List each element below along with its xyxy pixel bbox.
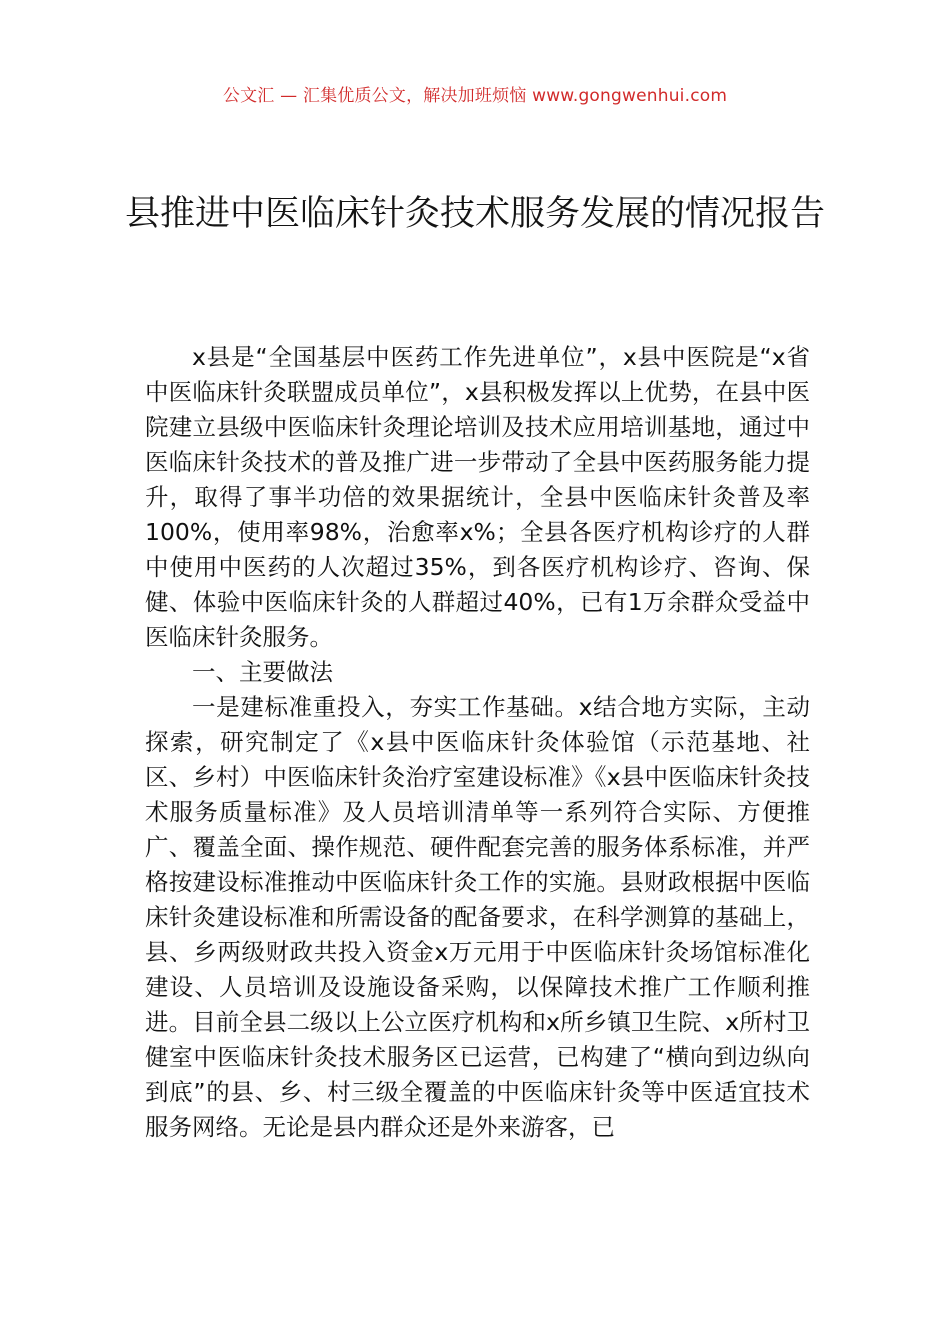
site-banner[interactable]: 公文汇 — 汇集优质公文，解决加班烦恼 www.gongwenhui.com [222,86,728,106]
body-paragraph: 一是建标准重投入，夯实工作基础。x结合地方实际，主动探索，研究制定了《x县中医临床针灸体验馆（示范基地、社区、乡村）中医临床针灸治疗室建设标准》《x县中医临床针灸技术服务质量标准》及人员培训清单等一系列符合实际、方便推广、覆盖全面、操作规范、硬件配套完善的服务体系标准，并严格按建设标准推动中医临床针灸工作的实施。县财政根据中医临床针灸建设标准和所需设备的配备要求，在科学测算的基础上，县、乡两级财政共投入资金x万元用于中医临床针灸场馆标准化建设、人员培训及设施设备采购，以保障技术推广工作顺利推进。目前全县二级以上公立医疗机构和x所乡镇卫生院、x所村卫健室中医临床针灸技术服务区已运营，已构建了“横向到边纵向到底”的县、乡、村三级全覆盖的中医临床针灸等中医适宜技术服务网络。无论是县内群众还是外来游客，已 [145,693,810,1141]
section-heading: 一、主要做法 [192,658,333,686]
intro-paragraph: x县是“全国基层中医药工作先进单位”，x县中医院是“x省中医临床针灸联盟成员单位”，x县积极发挥以上优势，在县中医院建立县级中医临床针灸理论培训及技术应用培训基地，通过中医临床针灸技术的普及推广进一步带动了全县中医药服务能力提升，取得了事半功倍的效果据统计，全县中医临床针灸普及率100%，使用率98%，治愈率x%；全县各医疗机构诊疗的人群中使用中医药的人次超过35%，到各医疗机构诊疗、咨询、保健、体验中医临床针灸的人群超过40%，已有1万余群众受益中医临床针灸服务。 [145,343,810,651]
document-body [145,340,810,1145]
document-title: 县推进中医临床针灸技术服务发展的情况报告 [124,194,825,234]
